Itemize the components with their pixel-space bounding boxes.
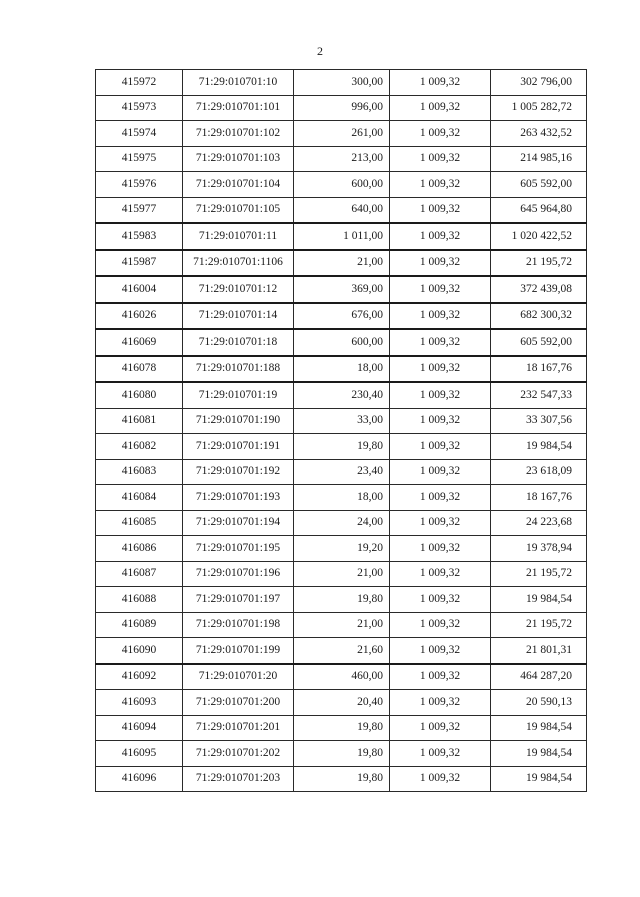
object-id-cell: 416092	[96, 664, 183, 690]
area-cell: 300,00	[294, 70, 390, 96]
cadastral-number-cell: 71:29:010701:10	[183, 70, 294, 96]
table-row	[96, 715, 587, 741]
page-number: 2	[317, 44, 323, 58]
cadastral-number-cell: 71:29:010701:198	[183, 612, 294, 638]
area-cell: 23,40	[294, 459, 390, 485]
table-row	[96, 561, 587, 587]
cadastral-value-cell: 232 547,33	[491, 382, 587, 408]
cadastral-value-cell: 20 590,13	[491, 690, 587, 716]
cadastral-number-cell: 71:29:010701:1106	[183, 250, 294, 277]
specific-value-cell: 1 009,32	[390, 664, 491, 690]
cadastral-value-cell: 19 984,54	[491, 587, 587, 613]
cadastral-value-cell: 302 796,00	[491, 70, 587, 96]
table-row	[96, 121, 587, 147]
area-cell: 19,80	[294, 741, 390, 767]
specific-value-cell: 1 009,32	[390, 536, 491, 562]
cadastral-number-cell: 71:29:010701:20	[183, 664, 294, 690]
specific-value-cell: 1 009,32	[390, 408, 491, 434]
area-cell: 21,00	[294, 561, 390, 587]
specific-value-cell: 1 009,32	[390, 638, 491, 664]
specific-value-cell: 1 009,32	[390, 276, 491, 303]
object-id-cell: 416090	[96, 638, 183, 664]
table-row	[96, 223, 587, 250]
table-row	[96, 70, 587, 96]
area-cell: 18,00	[294, 485, 390, 511]
table-row	[96, 510, 587, 536]
table-row	[96, 250, 587, 277]
cadastral-number-cell: 71:29:010701:103	[183, 146, 294, 172]
table-row	[96, 741, 587, 767]
area-cell: 996,00	[294, 95, 390, 121]
area-cell: 21,00	[294, 250, 390, 277]
cadastral-value-cell: 21 801,31	[491, 638, 587, 664]
specific-value-cell: 1 009,32	[390, 172, 491, 198]
cadastral-value-cell: 24 223,68	[491, 510, 587, 536]
cadastral-number-cell: 71:29:010701:203	[183, 766, 294, 792]
cadastral-number-cell: 71:29:010701:201	[183, 715, 294, 741]
object-id-cell: 416089	[96, 612, 183, 638]
object-id-cell: 416085	[96, 510, 183, 536]
object-id-cell: 416094	[96, 715, 183, 741]
cadastral-value-cell: 19 984,54	[491, 715, 587, 741]
cadastral-value-cell: 19 984,54	[491, 766, 587, 792]
cadastral-number-cell: 71:29:010701:101	[183, 95, 294, 121]
object-id-cell: 416078	[96, 356, 183, 383]
area-cell: 676,00	[294, 303, 390, 330]
cadastral-value-cell: 464 287,20	[491, 664, 587, 690]
cadastral-number-cell: 71:29:010701:12	[183, 276, 294, 303]
cadastral-number-cell: 71:29:010701:188	[183, 356, 294, 383]
specific-value-cell: 1 009,32	[390, 612, 491, 638]
cadastral-number-cell: 71:29:010701:105	[183, 197, 294, 223]
area-cell: 19,20	[294, 536, 390, 562]
specific-value-cell: 1 009,32	[390, 121, 491, 147]
specific-value-cell: 1 009,32	[390, 459, 491, 485]
table-row	[96, 172, 587, 198]
table-row	[96, 485, 587, 511]
object-id-cell: 416093	[96, 690, 183, 716]
cadastral-number-cell: 71:29:010701:102	[183, 121, 294, 147]
object-id-cell: 416084	[96, 485, 183, 511]
cadastral-number-cell: 71:29:010701:195	[183, 536, 294, 562]
specific-value-cell: 1 009,32	[390, 587, 491, 613]
specific-value-cell: 1 009,32	[390, 382, 491, 408]
table-row	[96, 664, 587, 690]
table-row	[96, 95, 587, 121]
area-cell: 460,00	[294, 664, 390, 690]
object-id-cell: 415975	[96, 146, 183, 172]
table-row	[96, 276, 587, 303]
specific-value-cell: 1 009,32	[390, 356, 491, 383]
table-row	[96, 766, 587, 792]
table-row	[96, 434, 587, 460]
cadastral-number-cell: 71:29:010701:202	[183, 741, 294, 767]
cadastral-number-cell: 71:29:010701:19	[183, 382, 294, 408]
specific-value-cell: 1 009,32	[390, 250, 491, 277]
cadastral-value-cell: 1 005 282,72	[491, 95, 587, 121]
area-cell: 640,00	[294, 197, 390, 223]
object-id-cell: 416081	[96, 408, 183, 434]
cadastral-number-cell: 71:29:010701:18	[183, 329, 294, 356]
object-id-cell: 415976	[96, 172, 183, 198]
cadastral-number-cell: 71:29:010701:11	[183, 223, 294, 250]
table-row	[96, 459, 587, 485]
cadastral-number-cell: 71:29:010701:196	[183, 561, 294, 587]
cadastral-number-cell: 71:29:010701:192	[183, 459, 294, 485]
object-id-cell: 416088	[96, 587, 183, 613]
area-cell: 21,60	[294, 638, 390, 664]
cadastral-value-cell: 33 307,56	[491, 408, 587, 434]
specific-value-cell: 1 009,32	[390, 741, 491, 767]
cadastral-value-cell: 605 592,00	[491, 329, 587, 356]
cadastral-number-cell: 71:29:010701:104	[183, 172, 294, 198]
area-cell: 213,00	[294, 146, 390, 172]
area-cell: 261,00	[294, 121, 390, 147]
specific-value-cell: 1 009,32	[390, 766, 491, 792]
object-id-cell: 415987	[96, 250, 183, 277]
object-id-cell: 416087	[96, 561, 183, 587]
table-row	[96, 690, 587, 716]
table-row	[96, 382, 587, 408]
cadastral-number-cell: 71:29:010701:200	[183, 690, 294, 716]
cadastral-value-cell: 19 378,94	[491, 536, 587, 562]
area-cell: 19,80	[294, 587, 390, 613]
cadastral-value-cell: 1 020 422,52	[491, 223, 587, 250]
object-id-cell: 416095	[96, 741, 183, 767]
cadastral-value-cell: 682 300,32	[491, 303, 587, 330]
specific-value-cell: 1 009,32	[390, 690, 491, 716]
object-id-cell: 415977	[96, 197, 183, 223]
specific-value-cell: 1 009,32	[390, 434, 491, 460]
area-cell: 600,00	[294, 172, 390, 198]
specific-value-cell: 1 009,32	[390, 510, 491, 536]
object-id-cell: 416096	[96, 766, 183, 792]
area-cell: 19,80	[294, 715, 390, 741]
cadastral-value-cell: 372 439,08	[491, 276, 587, 303]
cadastral-number-cell: 71:29:010701:190	[183, 408, 294, 434]
cadastral-number-cell: 71:29:010701:193	[183, 485, 294, 511]
area-cell: 230,40	[294, 382, 390, 408]
table-row	[96, 146, 587, 172]
cadastral-number-cell: 71:29:010701:197	[183, 587, 294, 613]
object-id-cell: 415983	[96, 223, 183, 250]
cadastral-value-cell: 21 195,72	[491, 250, 587, 277]
specific-value-cell: 1 009,32	[390, 197, 491, 223]
cadastral-number-cell: 71:29:010701:191	[183, 434, 294, 460]
cadastral-value-cell: 605 592,00	[491, 172, 587, 198]
area-cell: 18,00	[294, 356, 390, 383]
table-row	[96, 587, 587, 613]
cadastral-value-cell: 19 984,54	[491, 434, 587, 460]
table-row	[96, 536, 587, 562]
specific-value-cell: 1 009,32	[390, 303, 491, 330]
object-id-cell: 416080	[96, 382, 183, 408]
specific-value-cell: 1 009,32	[390, 561, 491, 587]
cadastral-value-cell: 18 167,76	[491, 485, 587, 511]
cadastral-value-cell: 214 985,16	[491, 146, 587, 172]
cadastral-value-cell: 263 432,52	[491, 121, 587, 147]
table-row	[96, 303, 587, 330]
specific-value-cell: 1 009,32	[390, 329, 491, 356]
object-id-cell: 415974	[96, 121, 183, 147]
cadastral-value-cell: 19 984,54	[491, 741, 587, 767]
table-row	[96, 638, 587, 664]
cadastral-value-cell: 645 964,80	[491, 197, 587, 223]
area-cell: 1 011,00	[294, 223, 390, 250]
cadastral-number-cell: 71:29:010701:14	[183, 303, 294, 330]
specific-value-cell: 1 009,32	[390, 95, 491, 121]
object-id-cell: 416026	[96, 303, 183, 330]
object-id-cell: 416069	[96, 329, 183, 356]
object-id-cell: 415972	[96, 70, 183, 96]
area-cell: 19,80	[294, 434, 390, 460]
table-row	[96, 356, 587, 383]
area-cell: 21,00	[294, 612, 390, 638]
table-row	[96, 329, 587, 356]
table-body	[96, 70, 587, 792]
cadastral-value-cell: 21 195,72	[491, 612, 587, 638]
object-id-cell: 415973	[96, 95, 183, 121]
cadastral-value-table	[95, 69, 587, 792]
area-cell: 20,40	[294, 690, 390, 716]
cadastral-value-cell: 23 618,09	[491, 459, 587, 485]
cadastral-value-cell: 21 195,72	[491, 561, 587, 587]
cadastral-number-cell: 71:29:010701:199	[183, 638, 294, 664]
table-row	[96, 197, 587, 223]
specific-value-cell: 1 009,32	[390, 715, 491, 741]
specific-value-cell: 1 009,32	[390, 70, 491, 96]
object-id-cell: 416004	[96, 276, 183, 303]
table-row	[96, 612, 587, 638]
area-cell: 600,00	[294, 329, 390, 356]
area-cell: 24,00	[294, 510, 390, 536]
cadastral-number-cell: 71:29:010701:194	[183, 510, 294, 536]
object-id-cell: 416086	[96, 536, 183, 562]
object-id-cell: 416083	[96, 459, 183, 485]
area-cell: 369,00	[294, 276, 390, 303]
object-id-cell: 416082	[96, 434, 183, 460]
table-row	[96, 408, 587, 434]
specific-value-cell: 1 009,32	[390, 485, 491, 511]
cadastral-value-cell: 18 167,76	[491, 356, 587, 383]
specific-value-cell: 1 009,32	[390, 146, 491, 172]
area-cell: 19,80	[294, 766, 390, 792]
specific-value-cell: 1 009,32	[390, 223, 491, 250]
area-cell: 33,00	[294, 408, 390, 434]
